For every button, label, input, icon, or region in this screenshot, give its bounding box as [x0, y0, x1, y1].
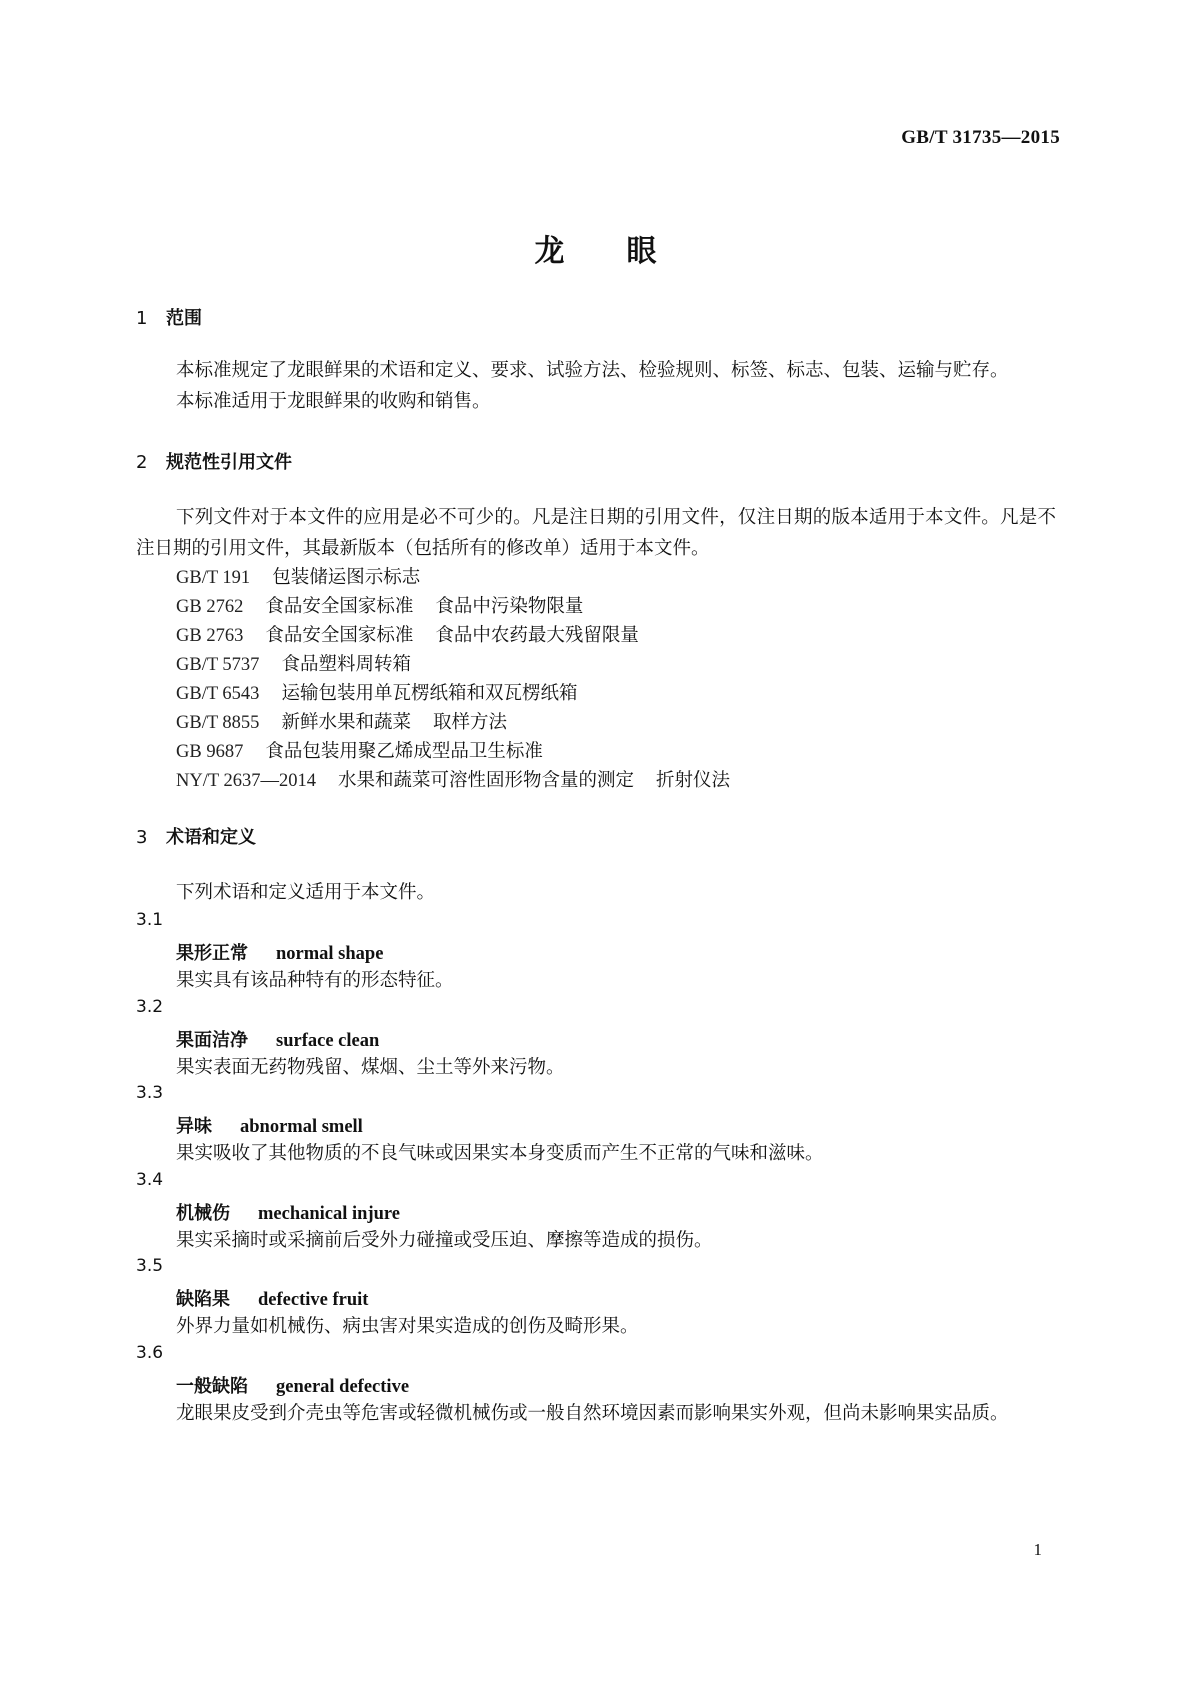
reference-title: 食品安全国家标准	[265, 625, 414, 646]
normative-reference	[176, 708, 507, 734]
section-title: 范围	[166, 308, 202, 329]
normative-reference	[176, 592, 583, 618]
term-zh: 机械伤	[176, 1203, 230, 1224]
term-definition: 果实采摘时或采摘前后受外力碰撞或受压迫、摩擦等造成的损伤。	[176, 1230, 713, 1251]
term-zh: 异味	[176, 1116, 212, 1137]
normative-reference	[176, 621, 639, 647]
term-number: 3.2	[136, 997, 164, 1017]
reference-title: 水果和蔬菜可溶性固形物含量的测定	[337, 770, 634, 791]
section-1-heading	[136, 304, 202, 330]
section-number: 2	[136, 452, 148, 473]
reference-code: GB 2762	[176, 597, 244, 617]
term-definition: 果实具有该品种特有的形态特征。	[176, 970, 454, 991]
reference-title: 食品塑料周转箱	[281, 654, 411, 675]
reference-code: GB/T 191	[176, 568, 251, 588]
normative-reference	[176, 563, 420, 589]
term-zh: 果面洁净	[176, 1030, 248, 1051]
term-en: normal shape	[276, 944, 384, 964]
section-number: 3	[136, 827, 148, 848]
reference-subtitle: 折射仪法	[655, 770, 730, 791]
paragraph: 下列术语和定义适用于本文件。	[176, 882, 436, 903]
document-title: 龙眼	[534, 234, 719, 269]
term-zh: 一般缺陷	[176, 1376, 248, 1397]
reference-subtitle: 食品中农药最大残留限量	[435, 625, 639, 646]
section-2-heading	[136, 448, 292, 474]
term-number: 3.3	[136, 1083, 164, 1103]
normative-reference	[176, 766, 730, 792]
reference-title: 包装储运图示标志	[272, 567, 421, 588]
term-en: defective fruit	[258, 1290, 369, 1310]
term-entry	[176, 1199, 400, 1225]
term-en: general defective	[276, 1377, 410, 1397]
section-title: 规范性引用文件	[166, 452, 292, 473]
section-3-heading	[136, 823, 256, 849]
term-definition: 果实表面无药物残留、煤烟、尘土等外来污物。	[176, 1057, 565, 1078]
normative-reference	[176, 737, 543, 763]
reference-subtitle: 取样方法	[432, 712, 507, 733]
term-definition: 果实吸收了其他物质的不良气味或因果实本身变质而产生不正常的气味和滋味。	[176, 1143, 824, 1164]
term-definition: 外界力量如机械伤、病虫害对果实造成的创伤及畸形果。	[176, 1316, 639, 1337]
paragraph: 本标准适用于龙眼鲜果的收购和销售。	[176, 391, 491, 412]
term-en: surface clean	[276, 1031, 380, 1051]
reference-title: 新鲜水果和蔬菜	[281, 712, 411, 733]
term-number: 3.5	[136, 1256, 164, 1276]
paragraph: 下列文件对于本文件的应用是必不可少的。凡是注日期的引用文件，仅注日期的版本适用于本文件。凡是不注日期的引用文件，其最新版本（包括所有的修改单）适用于本文件。	[136, 507, 1056, 559]
term-definition: 龙眼果皮受到介壳虫等危害或轻微机械伤或一般自然环境因素而影响果实外观，但尚未影响果实品质。	[176, 1403, 1009, 1424]
term-number: 3.6	[136, 1343, 164, 1363]
normative-reference	[176, 679, 577, 705]
reference-code: NY/T 2637—2014	[176, 771, 316, 791]
term-entry	[176, 939, 383, 965]
term-zh: 果形正常	[176, 943, 248, 964]
reference-title: 运输包装用单瓦楞纸箱和双瓦楞纸箱	[281, 683, 578, 704]
reference-code: GB/T 6543	[176, 684, 260, 704]
reference-code: GB/T 8855	[176, 713, 260, 733]
term-entry	[176, 1112, 363, 1138]
paragraph: 本标准规定了龙眼鲜果的术语和定义、要求、试验方法、检验规则、标签、标志、包装、运输与贮存。	[176, 360, 1009, 381]
page-number: 1	[1033, 1540, 1042, 1559]
term-en: mechanical injure	[258, 1204, 400, 1224]
section-number: 1	[136, 308, 148, 329]
term-entry	[176, 1372, 409, 1398]
reference-code: GB 9687	[176, 742, 244, 762]
reference-code: GB/T 5737	[176, 655, 260, 675]
term-zh: 缺陷果	[176, 1289, 230, 1310]
normative-reference	[176, 650, 411, 676]
reference-title: 食品安全国家标准	[265, 596, 414, 617]
term-number: 3.1	[136, 910, 164, 930]
reference-subtitle: 食品中污染物限量	[435, 596, 584, 617]
section-title: 术语和定义	[166, 827, 256, 848]
term-entry	[176, 1026, 379, 1052]
reference-title: 食品包装用聚乙烯成型品卫生标准	[265, 741, 543, 762]
term-number: 3.4	[136, 1170, 164, 1190]
term-entry	[176, 1285, 368, 1311]
standard-number: GB/T 31735—2015	[901, 127, 1060, 148]
term-en: abnormal smell	[240, 1117, 363, 1137]
reference-code: GB 2763	[176, 626, 244, 646]
